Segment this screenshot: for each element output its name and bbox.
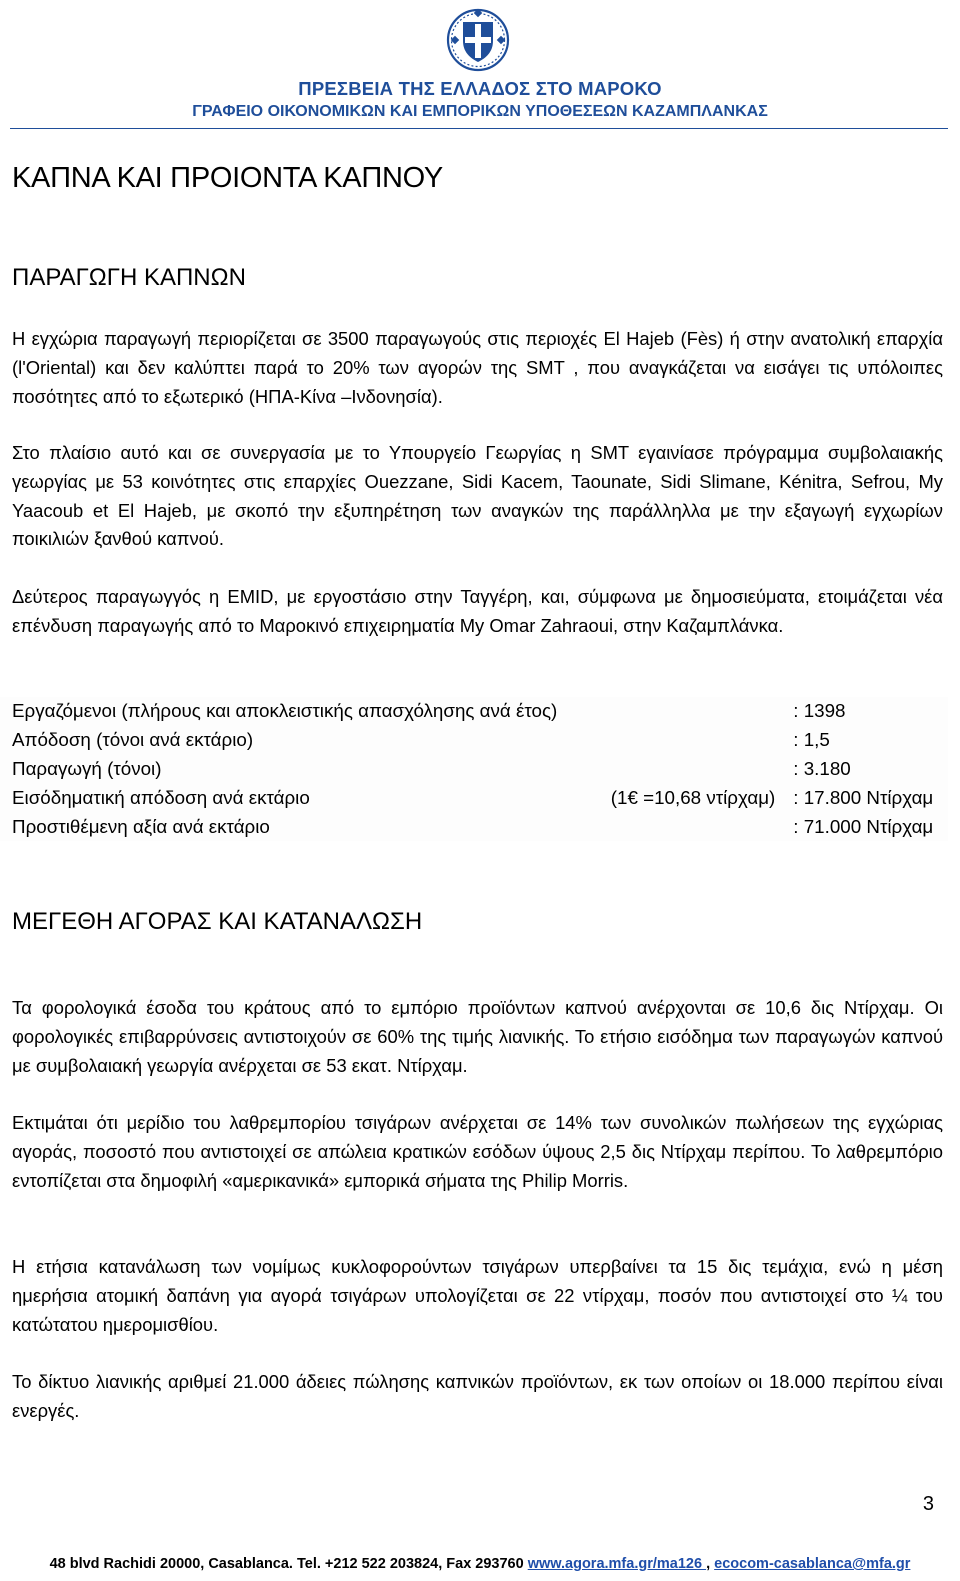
stat-value: : 3.180: [793, 757, 851, 779]
stat-note: [557, 755, 787, 784]
table-row: [0, 783, 948, 812]
agora-link[interactable]: www.agora.mfa.gr/ma126: [527, 1556, 707, 1572]
section-heading-market: ΜΕΓΕΘΗ ΑΓΟΡΑΣ ΚΑΙ ΚΑΤΑΝΑΛΩΣΗ: [12, 908, 423, 935]
section-heading-production: ΠΑΡΑΓΩΓΗ ΚΑΠΝΩΝ: [12, 264, 246, 291]
stat-value: : 71.000 Ντίρχαμ: [793, 815, 934, 837]
paragraph-production-3: Δεύτερος παραγωγγός η EMID, με εργοστάσιο στην Ταγγέρη, και, σύμφωνα με δημοσιεύματα, ετοιμάζεται νέα επένδυση παραγωγής από το Μαροκινό επιχειρηματία My Omar Zahraoui, στην Καζαμπλάνκα.: [12, 586, 943, 636]
email-link[interactable]: ecocom-casablanca@mfa.gr: [714, 1556, 911, 1572]
production-stats-table: [0, 697, 948, 841]
stat-note: [557, 726, 787, 755]
table-row: [0, 812, 948, 841]
table-row: [0, 755, 948, 784]
paragraph-production-2: Στο πλαίσιο αυτό και σε συνεργασία με το Υπουργείο Γεωργίας η SMT εγαινίασε πρόγραμμα συμβολαιακής γεωργίας με 53 κοινότητες στις επαρχίες Ouezzane, Sidi Kacem, Taounate, Sidi Slimane, Kénitra, Sefrou, My Yaacoub et El Hajeb, με σκοπό την εξυπηρέτηση των αναγκών της παράλληλλα με την εξαγωγή εγχωρίων ποικιλιών ξανθού καπνού.: [12, 442, 943, 550]
table-row: [0, 697, 948, 726]
footer: [0, 1556, 960, 1572]
document-title: ΚΑΠΝΑ ΚΑΙ ΠΡΟΙΟΝΤΑ ΚΑΠΝΟΥ: [12, 162, 443, 194]
stat-value: : 17.800 Ντίρχαμ: [793, 786, 934, 808]
table-row: [0, 726, 948, 755]
stat-label: Προστιθέμενη αξία ανά εκτάριο: [12, 815, 270, 837]
embassy-name: ΠΡΕΣΒΕΙΑ ΤΗΣ ΕΛΛΑΔΟΣ ΣΤΟ ΜΑΡΟΚΟ: [298, 78, 662, 99]
stat-label: Εργαζόμενοι (πλήρους και αποκλειστικής απασχόλησης ανά έτος): [12, 700, 558, 722]
footer-address: 48 blvd Rachidi 20000, Casablanca. Tel. +212 522 203824, Fax 293760: [49, 1556, 528, 1572]
stat-note: (1€ =10,68 ντίρχαμ): [610, 786, 776, 808]
stat-value: : 1,5: [793, 729, 830, 751]
paragraph-market-3: Η ετήσια κατανάλωση των νομίμως κυκλοφορούντων τσιγάρων υπερβαίνει τα 15 δις τεμάχια, ενώ η μέση ημερήσια ατομική δαπάνη για αγορά τσιγάρων υπολογίζεται σε 22 ντίρχαμ, ποσόν που αντιστοιχεί στο ¼ του κατώτατου ημερομισθίου.: [12, 1256, 943, 1335]
stat-note: [557, 697, 787, 726]
paragraph-market-1: Τα φορολογικά έσοδα του κράτους από το εμπόριο προϊόντων καπνού ανέρχονται σε 10,6 δις Ντίρχαμ. Οι φορολογικές επιβαρρύνσεις αντιστοιχούν σε 60% της τιμής λιανικής. Το ετήσιο εισόδημα των παραγωγών καπνού με συμβολαιακή γεωργία ανέρχεται σε 53 εκατ. Ντίρχαμ.: [12, 997, 943, 1076]
header-divider: [10, 128, 948, 129]
footer-separator: ,: [706, 1556, 715, 1572]
paragraph-production-1: Η εγχώρια παραγωγή περιορίζεται σε 3500 παραγωγούς στις περιοχές El Hajeb (Fès) ή στην ανατολική επαρχία (l'Oriental) και δεν καλύπτει παρά το 20% των αγορών της SMT , που αναγκάζεται να εισάγει τις υπόλοιπες ποσότητες από το εξωτερικό (ΗΠΑ-Κίνα –Ινδονησία).: [12, 328, 943, 407]
stat-label: Παραγωγή (τόνοι): [12, 757, 162, 779]
stat-note: [557, 812, 787, 841]
office-name: ΓΡΑΦΕΙΟ ΟΙΚΟΝΟΜΙΚΩΝ ΚΑΙ ΕΜΠΟΡΙΚΩΝ ΥΠΟΘΕΣΕΩΝ ΚΑΖΑΜΠΛΑΝΚΑΣ: [192, 103, 768, 120]
paragraph-market-2: Εκτιμάται ότι μερίδιο του λαθρεμπορίου τσιγάρων ανέρχεται σε 14% των συνολικών πωλήσεων της εγχώριας αγοράς, ποσοστό που αντιστοιχεί σε απώλεια κρατικών εσόδων ύψους 2,5 δις Ντίρχαμ περίπου. Το λαθρεμπόριο εντοπίζεται στα δημοφιλή «αμερικανικά» εμπορικά σήματα της Philip Morris.: [12, 1112, 943, 1191]
page-number: 3: [922, 1493, 934, 1515]
stat-value: : 1398: [793, 700, 846, 722]
stat-label: Απόδοση (τόνοι ανά εκτάριο): [12, 729, 254, 751]
greek-coat-of-arms-icon: [446, 8, 510, 72]
paragraph-market-4: Το δίκτυο λιανικής αριθμεί 21.000 άδειες πώλησης καπνικών προϊόντων, εκ των οποίων οι 18.000 περίπου είναι ενεργές.: [12, 1371, 943, 1421]
stat-label: Εισόδηματική απόδοση ανά εκτάριο: [12, 786, 310, 808]
